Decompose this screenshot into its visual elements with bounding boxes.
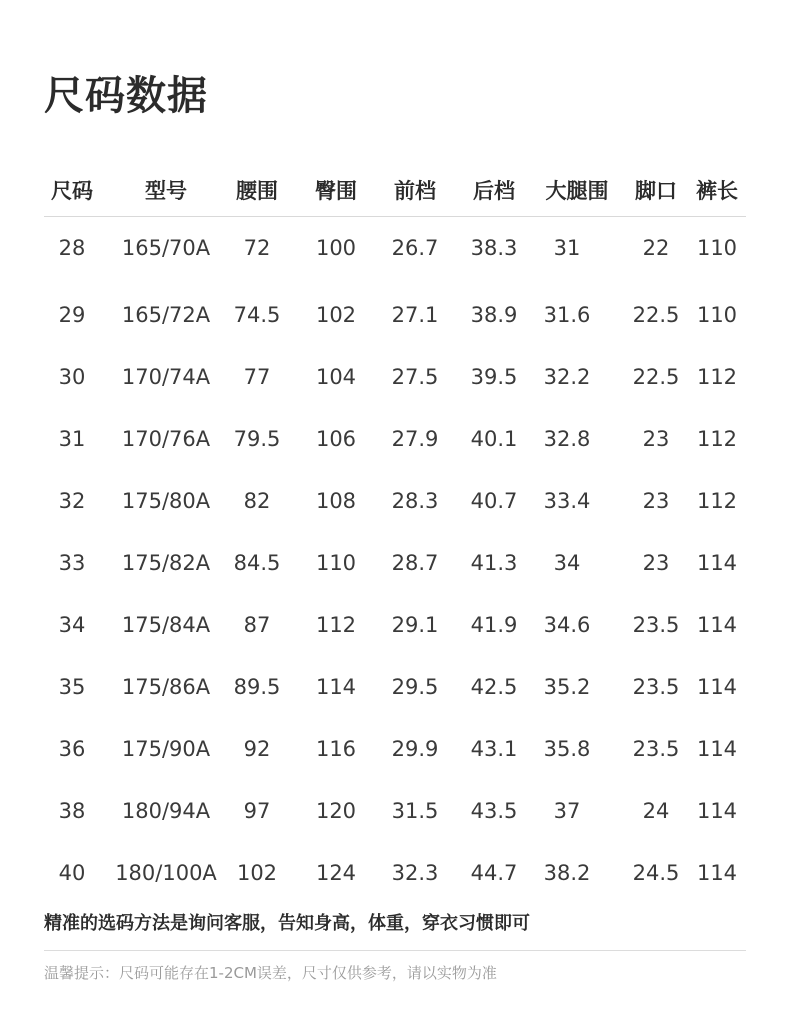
cell-waist: 79.5 — [233, 427, 281, 451]
cell-leg-opening: 23.5 — [632, 737, 680, 761]
cell-hip: 110 — [315, 551, 357, 575]
cell-waist: 97 — [243, 799, 271, 823]
cell-length: 114 — [696, 675, 738, 699]
cell-thigh: 35.2 — [543, 675, 591, 699]
cell-size: 38 — [58, 799, 86, 823]
column-header-hip: 臀围 — [315, 179, 357, 203]
cell-length: 112 — [696, 427, 738, 451]
cell-front-rise: 28.3 — [391, 489, 439, 513]
cell-length: 114 — [696, 737, 738, 761]
cell-leg-opening: 24 — [642, 799, 670, 823]
column-header-leg-opening: 脚口 — [635, 179, 677, 203]
cell-length: 114 — [696, 799, 738, 823]
cell-front-rise: 28.7 — [391, 551, 439, 575]
cell-size: 40 — [58, 861, 86, 885]
cell-model: 175/90A — [121, 737, 211, 761]
cell-back-rise: 41.9 — [470, 613, 518, 637]
cell-back-rise: 41.3 — [470, 551, 518, 575]
cell-leg-opening: 24.5 — [632, 861, 680, 885]
table-row — [44, 279, 746, 341]
cell-waist: 92 — [243, 737, 271, 761]
cell-thigh: 32.2 — [543, 365, 591, 389]
cell-back-rise: 42.5 — [470, 675, 518, 699]
column-header-size: 尺码 — [51, 179, 93, 203]
cell-leg-opening: 23 — [642, 427, 670, 451]
cell-length: 114 — [696, 613, 738, 637]
cell-length: 112 — [696, 365, 738, 389]
cell-front-rise: 27.9 — [391, 427, 439, 451]
cell-leg-opening: 22.5 — [632, 303, 680, 327]
divider — [44, 950, 746, 951]
cell-leg-opening: 22 — [642, 236, 670, 260]
cell-model: 170/76A — [121, 427, 211, 451]
size-table — [44, 164, 746, 899]
cell-hip: 108 — [315, 489, 357, 513]
cell-leg-opening: 22.5 — [632, 365, 680, 389]
cell-size: 28 — [58, 236, 86, 260]
cell-waist: 74.5 — [233, 303, 281, 327]
cell-leg-opening: 23 — [642, 551, 670, 575]
cell-front-rise: 29.5 — [391, 675, 439, 699]
table-row — [44, 527, 746, 589]
cell-size: 31 — [58, 427, 86, 451]
table-body — [44, 217, 746, 899]
cell-front-rise: 29.9 — [391, 737, 439, 761]
disclaimer-note: 温馨提示：尺码可能存在1-2CM误差，尺寸仅供参考，请以实物为准 — [44, 964, 497, 982]
cell-length: 110 — [696, 303, 738, 327]
cell-leg-opening: 23 — [642, 489, 670, 513]
column-header-thigh: 大腿围 — [545, 179, 609, 203]
cell-front-rise: 26.7 — [391, 236, 439, 260]
column-header-waist: 腰围 — [236, 179, 278, 203]
cell-thigh: 35.8 — [543, 737, 591, 761]
cell-thigh: 34 — [553, 551, 581, 575]
cell-size: 35 — [58, 675, 86, 699]
cell-size: 29 — [58, 303, 86, 327]
cell-back-rise: 40.7 — [470, 489, 518, 513]
cell-hip: 120 — [315, 799, 357, 823]
cell-leg-opening: 23.5 — [632, 613, 680, 637]
cell-model: 175/80A — [121, 489, 211, 513]
column-header-length: 裤长 — [696, 179, 738, 203]
cell-back-rise: 38.3 — [470, 236, 518, 260]
cell-front-rise: 31.5 — [391, 799, 439, 823]
table-row — [44, 837, 746, 899]
cell-size: 36 — [58, 737, 86, 761]
cell-leg-opening: 23.5 — [632, 675, 680, 699]
page-title: 尺码数据 — [44, 73, 208, 119]
cell-thigh: 31 — [553, 236, 581, 260]
table-row — [44, 341, 746, 403]
table-row — [44, 775, 746, 837]
cell-size: 33 — [58, 551, 86, 575]
cell-model: 170/74A — [121, 365, 211, 389]
cell-hip: 112 — [315, 613, 357, 637]
table-row — [44, 651, 746, 713]
cell-back-rise: 43.1 — [470, 737, 518, 761]
cell-thigh: 31.6 — [543, 303, 591, 327]
cell-length: 114 — [696, 551, 738, 575]
cell-waist: 102 — [236, 861, 278, 885]
table-row — [44, 589, 746, 651]
cell-thigh: 34.6 — [543, 613, 591, 637]
cell-model: 165/70A — [121, 236, 211, 260]
cell-waist: 89.5 — [233, 675, 281, 699]
cell-model: 180/94A — [121, 799, 211, 823]
cell-waist: 84.5 — [233, 551, 281, 575]
cell-model: 175/82A — [121, 551, 211, 575]
cell-hip: 124 — [315, 861, 357, 885]
cell-front-rise: 32.3 — [391, 861, 439, 885]
table-row — [44, 217, 746, 279]
cell-model: 175/84A — [121, 613, 211, 637]
cell-back-rise: 43.5 — [470, 799, 518, 823]
cell-size: 30 — [58, 365, 86, 389]
cell-hip: 102 — [315, 303, 357, 327]
cell-waist: 82 — [243, 489, 271, 513]
cell-back-rise: 40.1 — [470, 427, 518, 451]
cell-hip: 116 — [315, 737, 357, 761]
column-header-model: 型号 — [145, 179, 187, 203]
cell-thigh: 37 — [553, 799, 581, 823]
cell-size: 32 — [58, 489, 86, 513]
cell-thigh: 33.4 — [543, 489, 591, 513]
cell-length: 114 — [696, 861, 738, 885]
column-header-front-rise: 前档 — [394, 179, 436, 203]
cell-back-rise: 38.9 — [470, 303, 518, 327]
cell-front-rise: 29.1 — [391, 613, 439, 637]
cell-size: 34 — [58, 613, 86, 637]
cell-length: 112 — [696, 489, 738, 513]
cell-hip: 104 — [315, 365, 357, 389]
cell-thigh: 32.8 — [543, 427, 591, 451]
table-header-row — [44, 164, 746, 217]
cell-waist: 77 — [243, 365, 271, 389]
table-row — [44, 465, 746, 527]
table-row — [44, 713, 746, 775]
cell-waist: 87 — [243, 613, 271, 637]
cell-back-rise: 39.5 — [470, 365, 518, 389]
cell-thigh: 38.2 — [543, 861, 591, 885]
table-row — [44, 403, 746, 465]
cell-hip: 114 — [315, 675, 357, 699]
cell-front-rise: 27.1 — [391, 303, 439, 327]
column-header-back-rise: 后档 — [473, 179, 515, 203]
cell-hip: 106 — [315, 427, 357, 451]
cell-model: 175/86A — [121, 675, 211, 699]
cell-back-rise: 44.7 — [470, 861, 518, 885]
cell-model: 180/100A — [115, 861, 217, 885]
cell-hip: 100 — [315, 236, 357, 260]
cell-waist: 72 — [243, 236, 271, 260]
cell-length: 110 — [696, 236, 738, 260]
sizing-advice: 精准的选码方法是询问客服，告知身高，体重，穿衣习惯即可 — [44, 913, 530, 934]
cell-front-rise: 27.5 — [391, 365, 439, 389]
cell-model: 165/72A — [121, 303, 211, 327]
